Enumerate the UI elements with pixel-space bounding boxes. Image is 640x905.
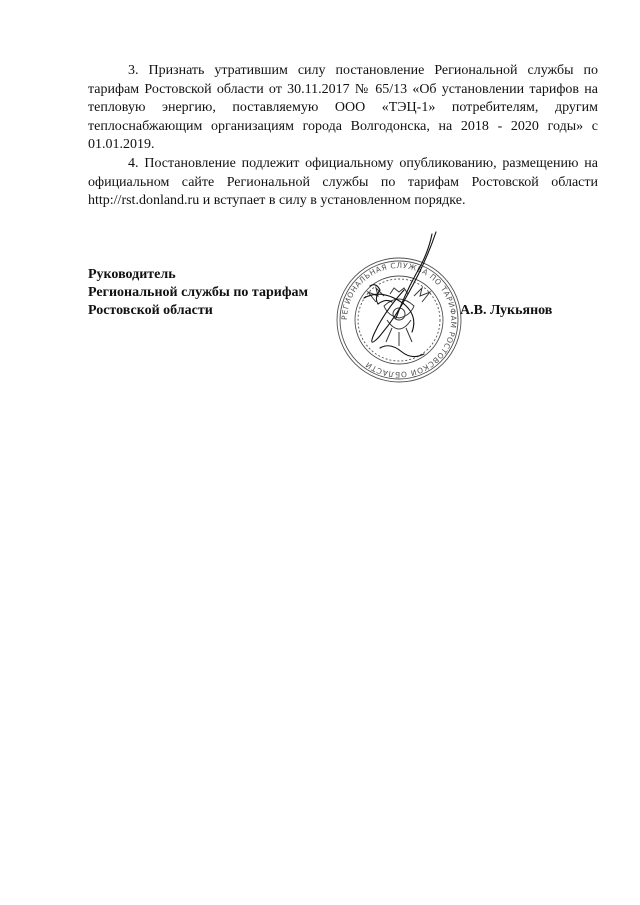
signature-block: [88, 266, 308, 320]
signer-title-line-3: Ростовской области: [88, 303, 213, 318]
signer-title-line-1: Руководитель: [88, 267, 176, 282]
signer-title-line-2: Региональной службы по тарифам: [88, 285, 309, 300]
paragraph-4: 4. Постановление подлежит официальному опубликованию, размещению на официальном сайте Региональной службы по тарифам Ростовской области http://rst.donland.ru и вступает в силу в установленном порядке.: [88, 155, 598, 209]
paragraph-3: 3. Признать утратившим силу постановление Региональной службы по тарифам Ростовской области от 30.11.2017 № 65/13 «Об установлении тарифов на тепловую энергию, поставляемую ООО «ТЭЦ-1» потребителям, другим теплоснабжающим организациям города Волгодонска, на 2018 - 2020 годы» с 01.01.2019.: [88, 63, 598, 153]
document-body: [88, 62, 598, 211]
seal-text: РЕГИОНАЛЬНАЯ СЛУЖБА ПО ТАРИФАМ РОСТОВСКОЙ ОБЛАСТИ: [339, 260, 459, 380]
official-seal-icon: [324, 228, 474, 388]
signer-name: А.В. Лукьянов: [460, 303, 553, 318]
